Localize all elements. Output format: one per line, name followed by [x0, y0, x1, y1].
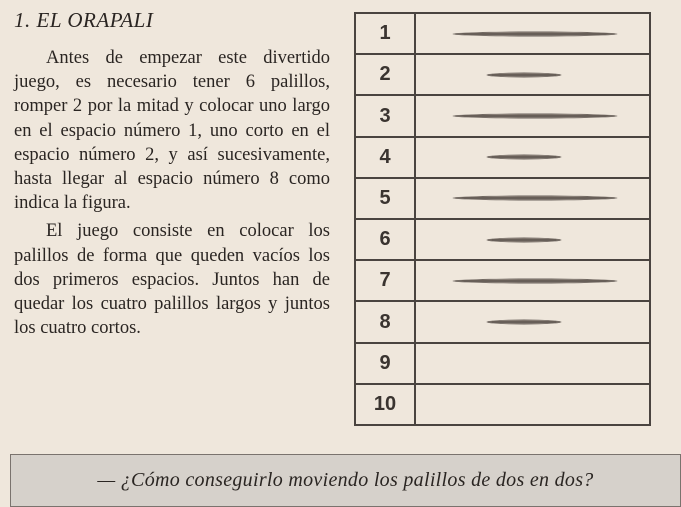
- paragraph-goal: El juego consiste en colocar los palillos de forma que queden vacíos los dos primeros espacios. Juntos han de quedar los cuatro palillos largos y juntos los cuatro cortos.: [14, 221, 330, 339]
- space-slot: [416, 220, 649, 259]
- board-row: [356, 302, 649, 343]
- short-stick: [487, 238, 561, 242]
- space-number: 6: [356, 220, 416, 259]
- board-row: [356, 385, 649, 424]
- space-slot: [416, 96, 649, 135]
- space-number: 7: [356, 261, 416, 300]
- board-row: [356, 344, 649, 385]
- space-slot: [416, 344, 649, 383]
- short-stick: [487, 320, 561, 324]
- space-number: 5: [356, 179, 416, 218]
- space-slot: [416, 55, 649, 94]
- short-stick: [487, 73, 561, 77]
- stick-board: [354, 12, 651, 426]
- space-number: 9: [356, 344, 416, 383]
- space-number: 1: [356, 14, 416, 53]
- long-stick: [453, 32, 617, 36]
- paragraph-setup: Antes de empezar este divertido juego, es necesario tener 6 palillos, romper 2 por la mitad y colocar uno largo en el espacio número 1, uno corto en el espacio número 2, y así sucesivamente, hasta llegar al espacio número 8 como indica la figura.: [14, 48, 330, 214]
- space-number: 2: [356, 55, 416, 94]
- board-row: [356, 55, 649, 96]
- short-stick: [487, 155, 561, 159]
- space-number: 10: [356, 385, 416, 424]
- board-row: [356, 179, 649, 220]
- space-number: 4: [356, 138, 416, 177]
- puzzle-title: 1. EL ORAPALI: [14, 8, 154, 32]
- board-row: [356, 96, 649, 137]
- space-slot: [416, 14, 649, 53]
- space-slot: [416, 138, 649, 177]
- space-slot: [416, 261, 649, 300]
- board-row: [356, 138, 649, 179]
- long-stick: [453, 114, 617, 118]
- board-row: [356, 261, 649, 302]
- space-number: 3: [356, 96, 416, 135]
- long-stick: [453, 196, 617, 200]
- space-number: 8: [356, 302, 416, 341]
- space-slot: [416, 179, 649, 218]
- space-slot: [416, 385, 649, 424]
- board-row: [356, 14, 649, 55]
- question-box: — ¿Cómo conseguirlo moviendo los palillos de dos en dos?: [10, 454, 681, 507]
- instructions-text: [14, 46, 330, 344]
- space-slot: [416, 302, 649, 341]
- board-row: [356, 220, 649, 261]
- long-stick: [453, 279, 617, 283]
